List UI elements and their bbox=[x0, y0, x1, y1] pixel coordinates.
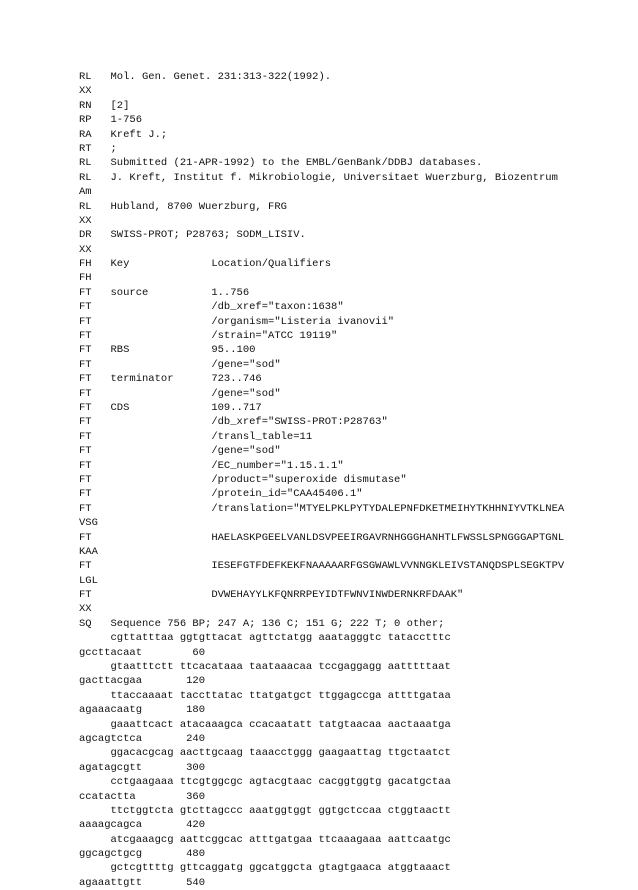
record-line: FH Key Location/Qualifiers bbox=[79, 258, 332, 271]
record-line: cgttatttaa ggtgttacat agttctatgg aaatagggtc tatacctttc bbox=[79, 632, 451, 645]
record-line: RL Hubland, 8700 Wuerzburg, FRG bbox=[79, 200, 287, 213]
record-line: RN [2] bbox=[79, 99, 130, 112]
record-line: RP 1-756 bbox=[79, 114, 143, 127]
record-line: gtaatttctt ttcacataaa taataaacaa tccgaggagg aatttttaat bbox=[79, 661, 451, 674]
record-line: atcgaaagcg aattcggcac atttgatgaa ttcaaagaaa aattcaatgc bbox=[79, 833, 451, 846]
record-line: gaaattcact atacaaagca ccacaatatt tatgtaacaa aactaaatga bbox=[79, 718, 451, 731]
record-line: KAA bbox=[79, 545, 98, 558]
record-line: FT /EC_number="1.15.1.1" bbox=[79, 459, 344, 472]
record-line: FT /db_xref="taxon:1638" bbox=[79, 301, 344, 314]
record-line: gctcgttttg gttcaggatg ggcatggcta gtagtgaaca atggtaaact bbox=[79, 862, 451, 875]
record-line: FT source 1..756 bbox=[79, 286, 250, 299]
record-line: VSG bbox=[79, 517, 98, 530]
record-line: FT /organism="Listeria ivanovii" bbox=[79, 315, 395, 328]
record-line: FT /gene="sod" bbox=[79, 358, 281, 371]
record-line: FT /transl_table=11 bbox=[79, 430, 313, 443]
record-line: SQ Sequence 756 BP; 247 A; 136 C; 151 G; 222 T; 0 other; bbox=[79, 617, 445, 630]
record-line: FT /gene="sod" bbox=[79, 387, 281, 400]
record-line: LGL bbox=[79, 574, 98, 587]
record-line: XX bbox=[79, 243, 92, 256]
record-line: FT /translation="MTYELPKLPYTYDALEPNFDKETMEIHYTKHHNIYVTKLNEA bbox=[79, 502, 565, 515]
record-line: agaaacaatg 180 bbox=[79, 704, 206, 717]
record-line: FT IESEFGTFDEFKEKFNAAAAARFGSGWAWLVVNNGKLEIVSTANQDSPLSEGKTPV bbox=[79, 560, 565, 573]
record-line: Am bbox=[79, 186, 92, 199]
record-line: agaaattgtt 540 bbox=[79, 876, 206, 889]
record-line: FT RBS 95..100 bbox=[79, 344, 256, 357]
record-line: FT /protein_id="CAA45406.1" bbox=[79, 488, 363, 501]
record-line: agatagcgtt 300 bbox=[79, 761, 206, 774]
record-line: ttctggtcta gtcttagccc aaatggtggt ggtgctccaa ctggtaactt bbox=[79, 804, 451, 817]
record-line: ggacacgcag aacttgcaag taaacctggg gaagaattag ttgctaatct bbox=[79, 747, 451, 760]
record-line: RL J. Kreft, Institut f. Mikrobiologie, Universitaet Wuerzburg, Biozentrum bbox=[79, 171, 558, 184]
record-line: ttaccaaaat taccttatac ttatgatgct ttggagccga attttgataa bbox=[79, 689, 451, 702]
record-line: ggcagctgcg 480 bbox=[79, 848, 206, 861]
record-line: gacttacgaa 120 bbox=[79, 675, 206, 688]
record-line: XX bbox=[79, 85, 92, 98]
record-line: RA Kreft J.; bbox=[79, 128, 168, 141]
record-line: FT CDS 109..717 bbox=[79, 401, 262, 414]
record-line: FT /product="superoxide dismutase" bbox=[79, 473, 407, 486]
record-line: FT /strain="ATCC 19119" bbox=[79, 330, 338, 343]
record-line: XX bbox=[79, 214, 92, 227]
record-line: FT DVWEHAYYLKFQNRRPEYIDTFWNVINWDERNKRFDAAK" bbox=[79, 589, 464, 602]
record-line: agcagtctca 240 bbox=[79, 732, 206, 745]
record-line: DR SWISS-PROT; P28763; SODM_LISIV. bbox=[79, 229, 306, 242]
record-line: FT terminator 723..746 bbox=[79, 373, 262, 386]
record-line: aaaagcagca 420 bbox=[79, 819, 206, 832]
record-line: RL Submitted (21-APR-1992) to the EMBL/GenBank/DDBJ databases. bbox=[79, 157, 483, 170]
record-line: RT ; bbox=[79, 142, 117, 155]
record-line: gccttacaat 60 bbox=[79, 646, 206, 659]
record-line: RL Mol. Gen. Genet. 231:313-322(1992). bbox=[79, 71, 332, 83]
record-line: FT HAELASKPGEELVANLDSVPEEIRGAVRNHGGGHANHTLFWSSLSPNGGGAPTGNL bbox=[79, 531, 565, 544]
record-line: cctgaagaaa ttcgtggcgc agtacgtaac cacggtggtg gacatgctaa bbox=[79, 776, 451, 789]
record-line: ccatactta 360 bbox=[79, 790, 206, 803]
record-line: FT /db_xref="SWISS-PROT:P28763" bbox=[79, 416, 388, 429]
embl-record-text bbox=[79, 70, 624, 890]
record-line: FT /gene="sod" bbox=[79, 445, 281, 458]
record-line: XX bbox=[79, 603, 92, 616]
record-line: FH bbox=[79, 272, 92, 285]
